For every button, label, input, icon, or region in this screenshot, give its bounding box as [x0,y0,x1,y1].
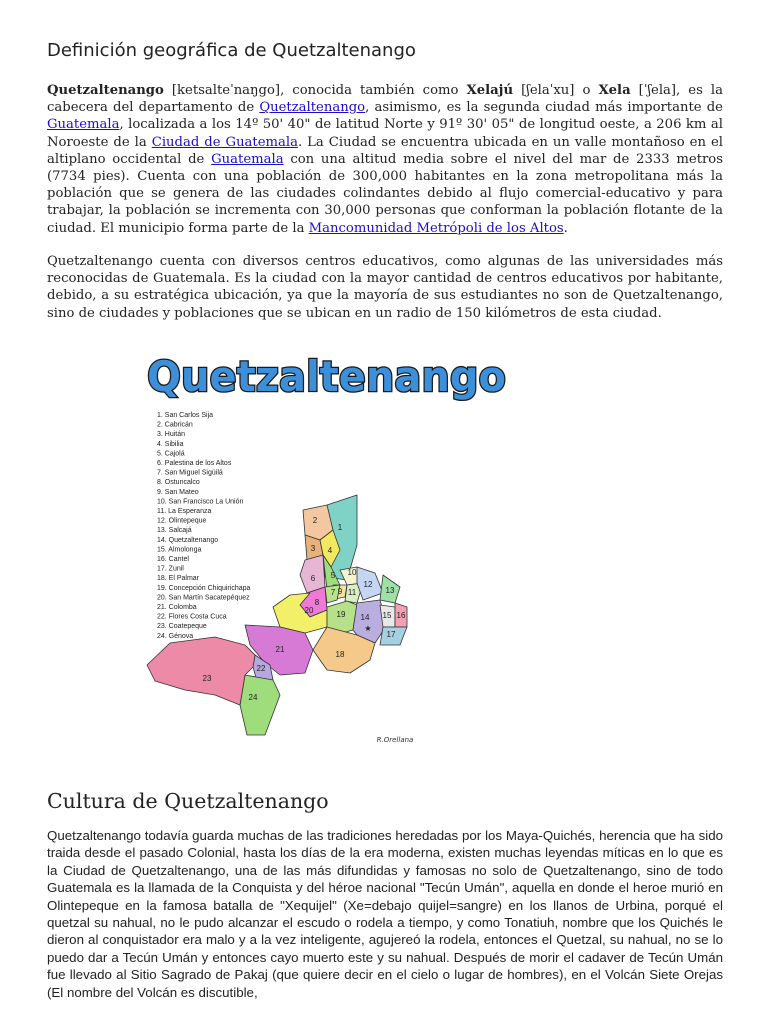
region-number-label: 22 [256,664,266,673]
legend-item: 5. Cajolá [157,450,185,458]
region-number-label: 14 [360,613,370,622]
bold-term-xelaju: Xelajú [466,83,514,98]
region-number-label: 4 [327,546,333,555]
legend-item: 3. Huitán [157,431,186,439]
region-number-label: 7 [330,588,336,597]
paragraph-definition [47,82,723,237]
text-span: con una altitud media sobre el nivel del mar de 2333 metros (7734 pies). Cuenta con una población de 300,000 habitantes en la zona metropolitana más la población que se genera de las ciudades colindantes debido al flujo comercial-educativo y para trabajar, la población se incrementa con 30,000 personas que conforman la población flotante de la ciudad. El municipio forma parte de la [47,151,723,236]
region-number-label: 3 [310,544,316,553]
paragraph-education: Quetzaltenango cuenta con diversos centros educativos, como algunas de las universidades más reconocidas de Guatemala. Es la ciudad con la mayor cantidad de centros educativos por habitante, debido, a su estratégica ubicación, ya que la mayoría de sus estudiantes no son de Quetzaltenango, sino de ciudades y poblaciones que se ubican en un radio de 150 kilómetros de esta ciudad. [47,254,723,321]
legend-item: 23. Coatepeque [157,623,207,631]
legend-item: 24. Génova [157,632,194,640]
region-number-label: 21 [275,645,285,654]
region-number-label: 15 [382,611,392,620]
legend-item: 15. Almolonga [157,546,202,554]
legend-item: 18. El Palmar [157,575,200,583]
region-number-label: 12 [363,580,373,589]
legend-item: 10. San Francisco La Unión [157,498,244,506]
region-number-label: 2 [312,516,318,525]
region-number-label: 11 [347,588,357,597]
legend-item: 20. San Martín Sacatepéquez [157,594,250,602]
text-span: . La Ciudad se encuentra ubicada en un valle montañoso en el altiplano occidental de [47,134,723,167]
legend-item: 17. Zunil [157,565,184,573]
star-icon: ★ [364,624,372,633]
region-number-label: 23 [202,674,212,683]
legend-item: 2. Cabricán [157,421,193,429]
region-number-label: 6 [310,574,316,583]
region-number-label: 13 [385,586,395,595]
link-quetzaltenango[interactable]: Quetzaltenango [259,100,366,116]
link-guatemala[interactable]: Guatemala [47,117,120,133]
legend-item: 13. Salcajá [157,527,192,535]
legend-item: 22. Flores Costa Cuca [157,613,227,621]
region-number-label: 10 [347,568,357,577]
legend-item: 12. Olintepeque [157,517,207,525]
bold-term-xela: Xela [598,83,631,98]
region-number-label: 9 [337,587,343,596]
region-number-label: 5 [330,571,336,580]
section-title-cultura: Cultura de Quetzaltenango [47,789,329,813]
legend-item: 11. La Esperanza [157,508,212,515]
paragraph-culture: Quetzaltenango todavía guarda muchas de las tradiciones heredadas por los Maya-Quichés, herencia que ha sido traida desde el pasado Colonial, hasta los días de la era moderna, existen muchas leyendas míticas en lo que es la Ciudad de Quetzaltenango, una de las más difundidas y famosas no solo de Quetzaltenango, sino de todo Guatemala es la llamada de la Conquista y del héroe nacional "Tecún Umán", aquella en donde el heroe murió en Olintepeque en la famosa batalla de "Xequijel" (Xe=debajo quijel=sangre) en los llanos de Urbina, porqué el quetzal su nahual, no le pudo alcanzar el escudo o rodela a tiempo, y como Tonatiuh, nombre que los Quichés le dieron al conquistador era malo y a la vez inteligente, agujereó la rodela, entonces el Quetzal, su nahual, no se lo puedo dar a Tecún Umán y entonces cayo muerto este y su nahual. Después de morir el cadaver de Tecún Umán fue llevado al Sitio Sagrado de Pakaj (que quiere decir en el cielo o lugar de hombres), en el Volcán Siete Orejas (El nombre del Volcán es discutible, [47,828,723,1000]
legend-item: 1. San Carlos Sija [157,412,214,419]
region-23-coatepeque [147,637,255,705]
legend-item: 6. Palestina de los Altos [157,460,232,467]
bold-term-quetzaltenango: Quetzaltenango [47,83,164,98]
legend-item: 7. San Miguel Sigüilá [157,469,223,477]
section-title-geografia: Definición geográfica de Quetzaltenango [47,40,416,61]
text-span: [ˈʃela], es la cabecera del departamento de [47,83,723,116]
text-span: , localizada a los 14º 50' 40" de latitud Norte y 91º 30' 05" de longitud oeste, a 206 km al Noroeste de la [47,117,723,150]
link-ciudad-de-guatemala[interactable]: Ciudad de Guatemala [151,134,298,150]
map-title: Quetzaltenango [147,352,506,402]
region-number-label: 17 [386,630,396,639]
region-24-genova [240,675,280,735]
map-legend [157,412,250,640]
artist-signature: R.Orellana [376,736,414,744]
legend-item: 9. San Mateo [157,488,199,496]
legend-item: 19. Concepción Chiquirichapa [157,584,251,592]
region-number-label: 24 [248,693,258,702]
text-span: [ketsalteˈnaŋgo], conocida también como [163,83,467,98]
text-span: , asimismo, es la segunda ciudad más importante de [365,100,723,116]
region-number-label: 8 [314,598,320,607]
legend-item: 16. Cantel [157,556,189,563]
region-number-label: 16 [396,611,406,620]
link-guatemala-2[interactable]: Guatemala [211,151,284,167]
region-number-label: 20 [304,606,314,615]
legend-item: 14. Quetzaltenango [157,536,219,544]
quetzaltenango-map-figure [95,345,506,750]
link-mancomunidad[interactable]: Mancomunidad Metrópoli de los Altos [308,220,564,236]
region-number-label: 1 [337,523,343,532]
legend-item: 8. Ostuncalco [157,479,200,487]
region-number-label: 19 [336,610,346,619]
text-span: . [563,220,568,236]
text-span: [ʃelaˈxu] o [513,83,599,98]
legend-item: 21. Colomba [157,604,197,611]
region-number-label: 18 [335,650,345,659]
legend-item: 4. Sibilia [157,440,184,448]
